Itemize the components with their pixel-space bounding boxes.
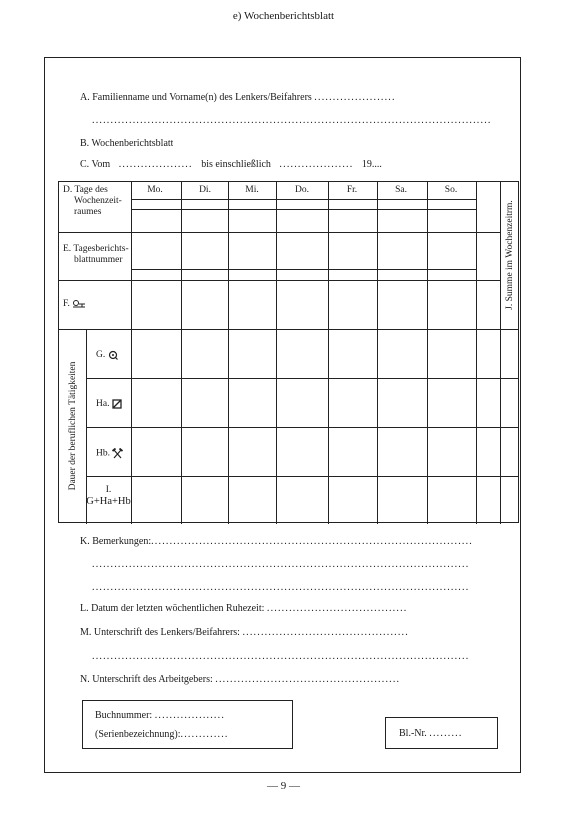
day-header-sa: Sa. bbox=[395, 185, 407, 195]
row-e-label: E. Tagesberichts- blattnummer bbox=[63, 244, 129, 265]
section-c-line bbox=[80, 159, 510, 170]
section-n-line bbox=[80, 674, 510, 685]
day-header-do: Do. bbox=[295, 185, 309, 195]
crossed-hammers-icon bbox=[112, 448, 123, 459]
day-header-fr: Fr. bbox=[346, 185, 358, 195]
section-b-label: B. Wochenberichtsblatt bbox=[80, 138, 174, 149]
day-header-mi: Mi. bbox=[245, 185, 259, 195]
section-a-label: A. Familienname und Vorname(n) des Lenkers/Beifahrers bbox=[80, 92, 312, 103]
series-dots[interactable]: ............. bbox=[180, 729, 229, 740]
section-k-dots1[interactable]: ....................................................................................... bbox=[151, 536, 473, 547]
day-header-so: So. bbox=[444, 185, 458, 195]
section-m-dots2[interactable]: ...................................................................................................... bbox=[92, 651, 470, 662]
section-k-line bbox=[80, 536, 510, 547]
row-ha-label: Ha. bbox=[96, 399, 122, 410]
section-c-year[interactable]: 19.... bbox=[361, 159, 382, 170]
section-l-dots[interactable]: ...................................... bbox=[266, 603, 408, 614]
row-g-label: G. bbox=[96, 350, 118, 361]
steering-wheel-icon bbox=[72, 299, 86, 309]
section-l-label: L. Datum der letzten wöchentlichen Ruhezeit: bbox=[80, 603, 265, 614]
section-a-line bbox=[80, 92, 510, 103]
section-k-dots2[interactable]: ...................................................................................................... bbox=[92, 559, 470, 570]
book-number-dots[interactable]: ................... bbox=[154, 710, 226, 721]
sheet-number-dots[interactable]: ......... bbox=[429, 728, 463, 739]
row-hb-label: Hb. bbox=[96, 448, 123, 460]
row-i-label: I. G+Ha+Hb bbox=[86, 485, 131, 507]
section-n-label: N. Unterschrift des Arbeitgebers: bbox=[80, 674, 213, 685]
section-m-line bbox=[80, 627, 510, 638]
section-a-dots2[interactable]: ............................................................................................................ bbox=[92, 115, 492, 126]
day-header-mo: Mo. bbox=[147, 185, 163, 195]
section-m-label: M. Unterschrift des Lenkers/Beifahrers: bbox=[80, 627, 240, 638]
section-k-label: K. Bemerkungen: bbox=[80, 536, 152, 547]
page-heading: e) Wochenberichtsblatt bbox=[232, 10, 335, 22]
book-number-label: Buchnummer: bbox=[95, 710, 153, 721]
day-header-di: Di. bbox=[199, 185, 211, 195]
sum-column-label: J. Summe im Wochenzeitrm. bbox=[505, 200, 515, 310]
section-c-to-dots[interactable]: .................... bbox=[279, 159, 354, 170]
crossed-box-icon bbox=[112, 399, 122, 409]
weekly-table bbox=[58, 181, 519, 523]
section-c-mid: bis einschließlich bbox=[201, 159, 271, 170]
section-n-dots[interactable]: .................................................. bbox=[215, 674, 401, 685]
wheel-icon bbox=[108, 350, 118, 360]
section-c-from-dots[interactable]: .................... bbox=[118, 159, 193, 170]
row-f-label: F. bbox=[63, 299, 86, 310]
sheet-number-label: Bl.-Nr. bbox=[399, 728, 427, 739]
section-k-dots3[interactable]: ...................................................................................................... bbox=[92, 582, 470, 593]
page-number: — 9 — bbox=[267, 780, 300, 792]
book-number-box bbox=[82, 700, 293, 749]
sheet-number-box bbox=[385, 717, 498, 749]
section-l-line bbox=[80, 603, 510, 614]
series-label: (Serienbezeichnung): bbox=[95, 729, 181, 740]
section-m-dots1[interactable]: ............................................. bbox=[242, 627, 409, 638]
section-c-label: C. Vom bbox=[80, 159, 111, 170]
row-d-label: D. Tage des Wochenzeit- raumes bbox=[63, 185, 122, 217]
section-a-dots1[interactable]: ...................... bbox=[314, 92, 396, 103]
side-label-activities: Dauer der beruflichen Tätigkeiten bbox=[68, 361, 78, 491]
